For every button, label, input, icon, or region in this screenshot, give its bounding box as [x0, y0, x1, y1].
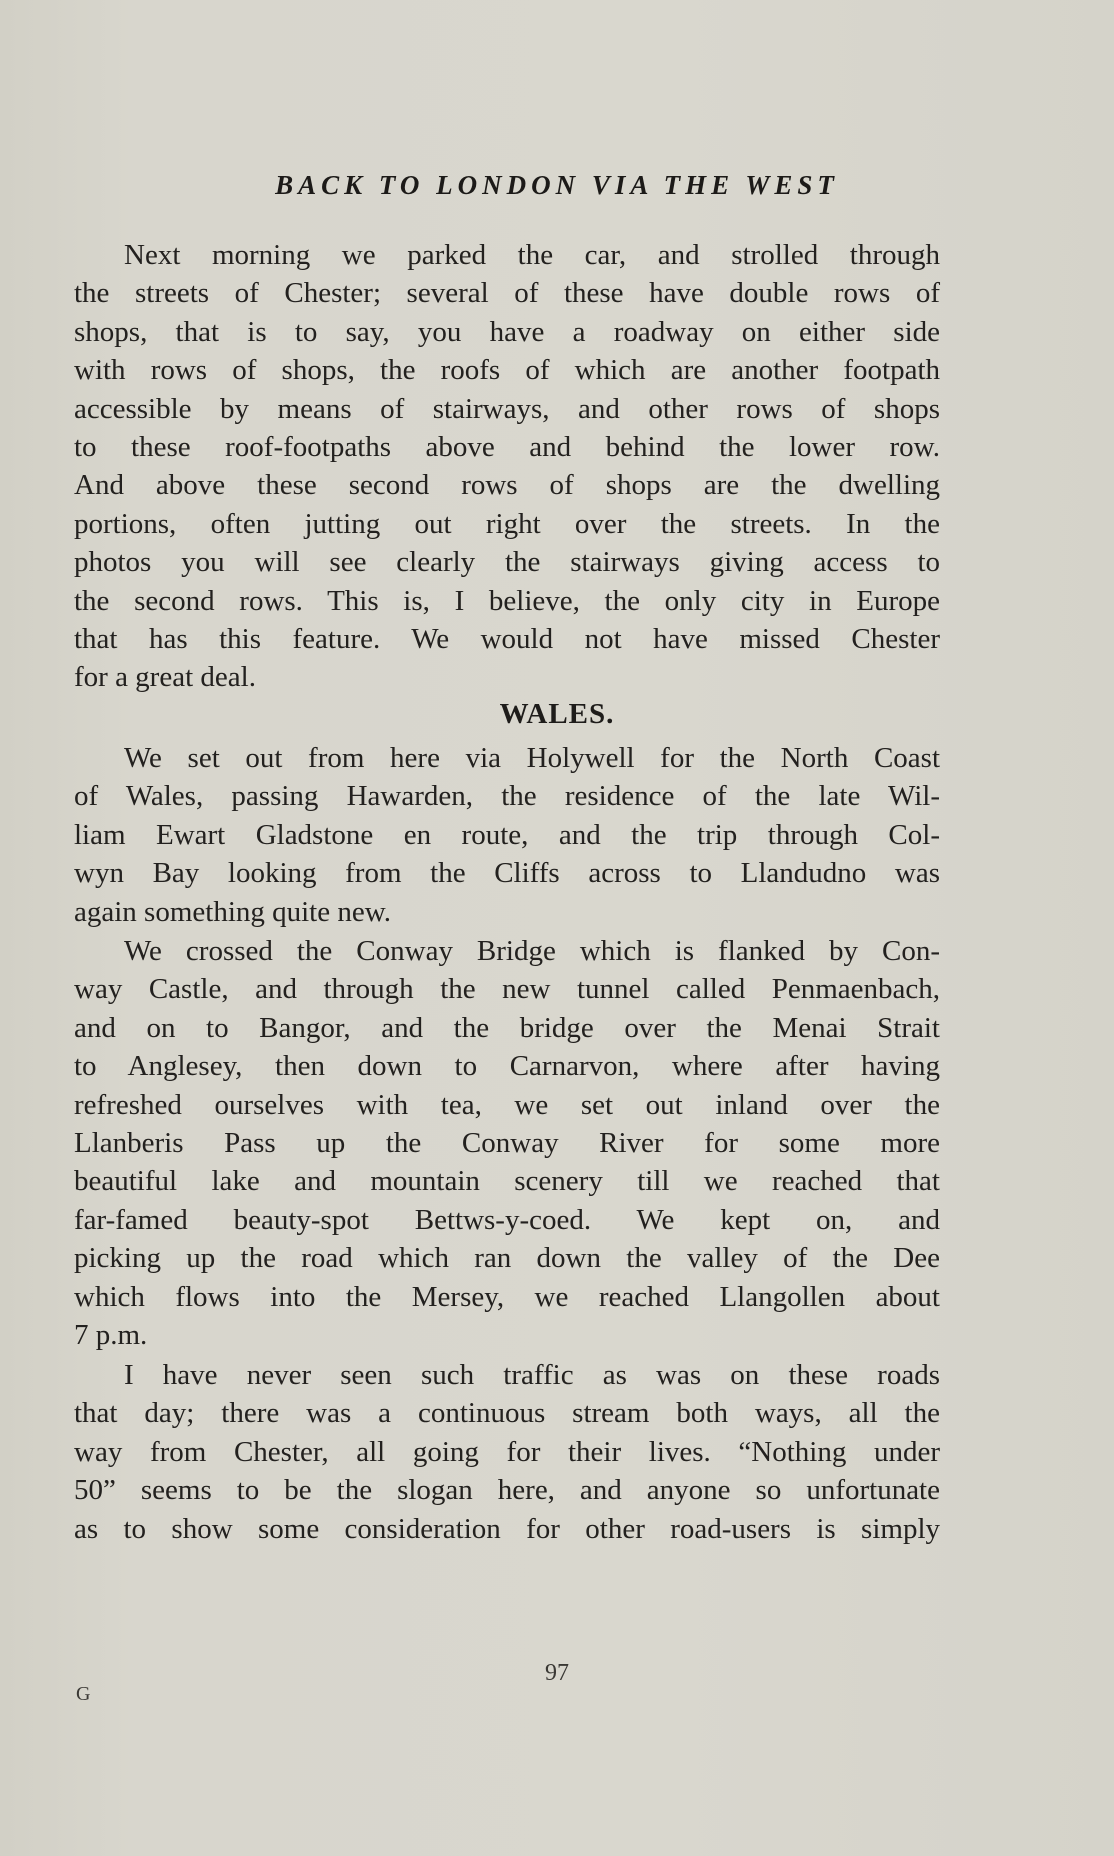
text-line: the streets of Chester; several of these have double rows of [74, 277, 940, 310]
running-head: BACK TO LONDON VIA THE WEST [275, 170, 839, 200]
section-heading: WALES. [499, 698, 615, 730]
text-line: beautiful lake and mountain scenery till we reached that [74, 1165, 940, 1198]
text-line: 50” seems to be the slogan here, and anyone so unfortunate [74, 1474, 940, 1507]
text-line: accessible by means of stairways, and other rows of shops [74, 392, 940, 425]
text-line: liam Ewart Gladstone en route, and the trip through Col- [74, 818, 940, 851]
text-line: refreshed ourselves with tea, we set out inland over the [74, 1088, 940, 1121]
text-line: way from Chester, all going for their lives. “Nothing under [74, 1435, 940, 1468]
text-line: I have never seen such traffic as was on these roads [124, 1359, 940, 1391]
text-line: which flows into the Mersey, we reached Llangollen about [74, 1280, 940, 1313]
text-line: 7 p.m. [74, 1319, 148, 1352]
text-line: to Anglesey, then down to Carnarvon, where after having [74, 1050, 940, 1083]
text-line: way Castle, and through the new tunnel called Penmaenbach, [74, 973, 940, 1006]
text-line: that day; there was a continuous stream both ways, all the [74, 1397, 940, 1430]
text-line: of Wales, passing Hawarden, the residence of the late Wil- [74, 780, 940, 813]
paragraph-chester [74, 236, 940, 697]
signature-mark: G [76, 1683, 91, 1705]
paragraph-traffic [74, 1356, 940, 1548]
text-line: as to show some consideration for other road-users is simply [74, 1512, 940, 1545]
text-line: We set out from here via Holywell for the North Coast [124, 742, 940, 774]
text-line: Next morning we parked the car, and strolled through [124, 239, 940, 271]
paragraph-holywell [74, 739, 940, 931]
text-line: And above these second rows of shops are the dwelling [74, 469, 940, 502]
text-line: again something quite new. [74, 895, 392, 928]
text-line: Llanberis Pass up the Conway River for some more [74, 1127, 940, 1160]
page-number: 97 [545, 1660, 569, 1686]
text-line: for a great deal. [74, 661, 256, 694]
text-line: and on to Bangor, and the bridge over the Menai Strait [74, 1011, 940, 1044]
text-line: shops, that is to say, you have a roadway on either side [74, 315, 940, 348]
text-line: photos you will see clearly the stairways giving access to [74, 546, 940, 579]
text-line: wyn Bay looking from the Cliffs across to Llandudno was [74, 857, 940, 890]
text-line: that has this feature. We would not have missed Chester [74, 623, 940, 656]
text-line: picking up the road which ran down the valley of the Dee [74, 1242, 940, 1275]
text-line: to these roof-footpaths above and behind the lower row. [74, 431, 940, 464]
paragraph-conway [74, 932, 940, 1354]
text-line: We crossed the Conway Bridge which is flanked by Con- [124, 935, 940, 967]
text-line: with rows of shops, the roofs of which are another footpath [74, 354, 940, 387]
text-line: far-famed beauty-spot Bettws-y-coed. We kept on, and [74, 1203, 940, 1236]
text-line: the second rows. This is, I believe, the only city in Europe [74, 584, 940, 617]
text-line: portions, often jutting out right over the streets. In the [74, 507, 940, 540]
